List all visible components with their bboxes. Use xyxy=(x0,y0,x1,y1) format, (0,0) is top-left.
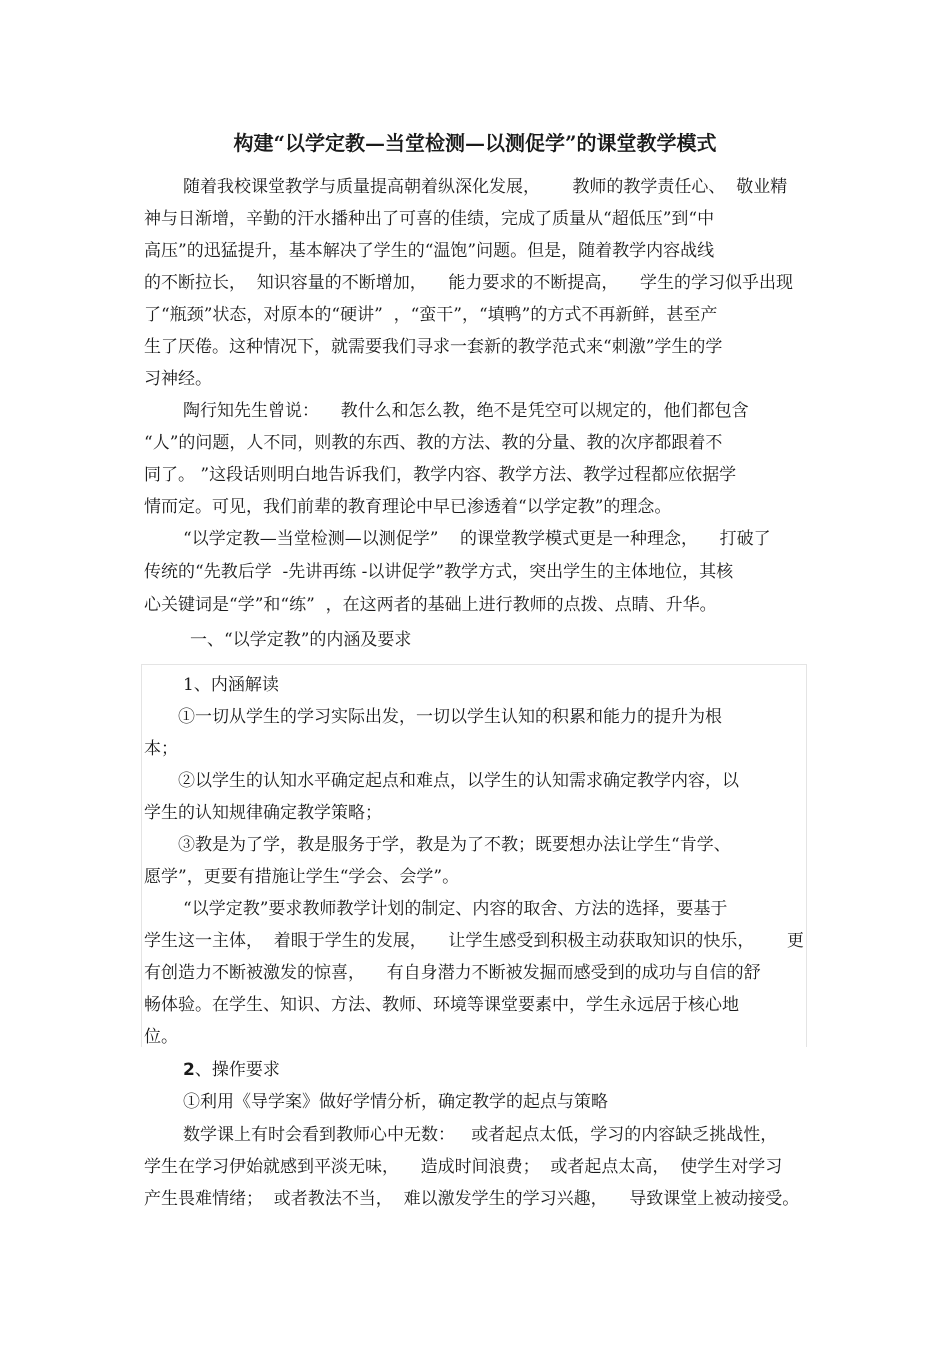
subsection-heading: 1、内涵解读 xyxy=(183,675,279,695)
text-line: 了“瓶颈”状态，对原本的“硬讲” ，“蛮干”，“填鸭”的方式不再新鲜，甚至产 xyxy=(144,305,718,325)
text-line: 产生畏难情绪； 或者教法不当， 难以激发学生的学习兴趣， 导致课堂上被动接受。 xyxy=(144,1189,800,1209)
text-line: 畅体验。在学生、知识、方法、教师、环境等课堂要素中，学生永远居于核心地 xyxy=(144,995,739,1015)
text-line: 有创造力不断被激发的惊喜， 有自身潜力不断被发掘而感受到的成功与自信的舒 xyxy=(144,963,761,983)
text-line: 学生这一主体， 着眼于学生的发展， 让学生感受到积极主动获取知识的快乐， 更 xyxy=(144,931,804,951)
text-line: 数学课上有时会看到教师心中无数： 或者起点太低，学习的内容缺乏挑战性， xyxy=(183,1125,778,1145)
text-line: 本； xyxy=(144,739,178,759)
document-title: 构建“以学定教—当堂检测—以测促学”的课堂教学模式 xyxy=(233,131,717,155)
section-heading: 一、“以学定教”的内涵及要求 xyxy=(190,630,412,650)
text-line: 愿学”，更要有措施让学生“学会、会学”。 xyxy=(144,867,460,887)
text-line: ①一切从学生的学习实际出发，一切以学生认知的积累和能力的提升为根 xyxy=(178,707,722,727)
text-line: 神与日渐增，辛勤的汗水播种出了可喜的佳绩，完成了质量从“超低压”到“中 xyxy=(144,209,715,229)
text-line: 学生在学习伊始就感到平淡无味， 造成时间浪费； 或者起点太高， 使学生对学习 xyxy=(144,1157,783,1177)
text-line: 生了厌倦。这种情况下，就需要我们寻求一套新的教学范式来“刺激”学生的学 xyxy=(144,337,723,357)
text-line: “以学定教”要求教师教学计划的制定、内容的取舍、方法的选择，要基于 xyxy=(183,899,728,919)
text-line: 习神经。 xyxy=(144,369,212,389)
list-item: ①利用《导学案》做好学情分析，确定教学的起点与策略 xyxy=(183,1092,608,1112)
text-line: ③教是为了学，教是服务于学，教是为了不教；既要想办法让学生“肯学、 xyxy=(178,835,731,855)
text-line: 传统的“先教后学 -先讲再练 -以讲促学”教学方式，突出学生的主体地位，其核 xyxy=(144,562,734,582)
text-line: 随着我校课堂教学与质量提高朝着纵深化发展， 教师的教学责任心、 敬业精 xyxy=(183,177,788,197)
text-line: “人”的问题，人不同，则教的东西、教的方法、教的分量、教的次序都跟着不 xyxy=(144,433,723,453)
text-line: 同了。 ”这段话则明白地告诉我们，教学内容、教学方法、教学过程都应依据学 xyxy=(144,465,737,485)
text-line: 位。 xyxy=(144,1027,178,1047)
text-line: 情而定。可见，我们前辈的教育理论中早已渗透着“以学定教”的理念。 xyxy=(144,497,672,517)
text-line: “以学定教—当堂检测—以测促学” 的课堂教学模式更是一种理念， 打破了 xyxy=(183,529,771,549)
subsection-text: 、操作要求 xyxy=(194,1060,280,1080)
text-line: 心关键词是“学”和“练” ，在这两者的基础上进行教师的点拨、点睛、升华。 xyxy=(144,595,717,615)
text-line: 学生的认知规律确定教学策略； xyxy=(144,803,382,823)
subsection-number: 2 xyxy=(183,1060,195,1080)
text-line: 的不断拉长， 知识容量的不断增加， 能力要求的不断提高， 学生的学习似乎出现 xyxy=(144,273,794,293)
subsection-heading xyxy=(183,1059,280,1081)
text-line: 陶行知先生曾说： 教什么和怎么教，绝不是凭空可以规定的，他们都包含 xyxy=(183,401,749,421)
text-line: ②以学生的认知水平确定起点和难点，以学生的认知需求确定教学内容，以 xyxy=(178,771,739,791)
text-line: 高压”的迅猛提升，基本解决了学生的“温饱”问题。但是，随着教学内容战线 xyxy=(144,241,715,261)
